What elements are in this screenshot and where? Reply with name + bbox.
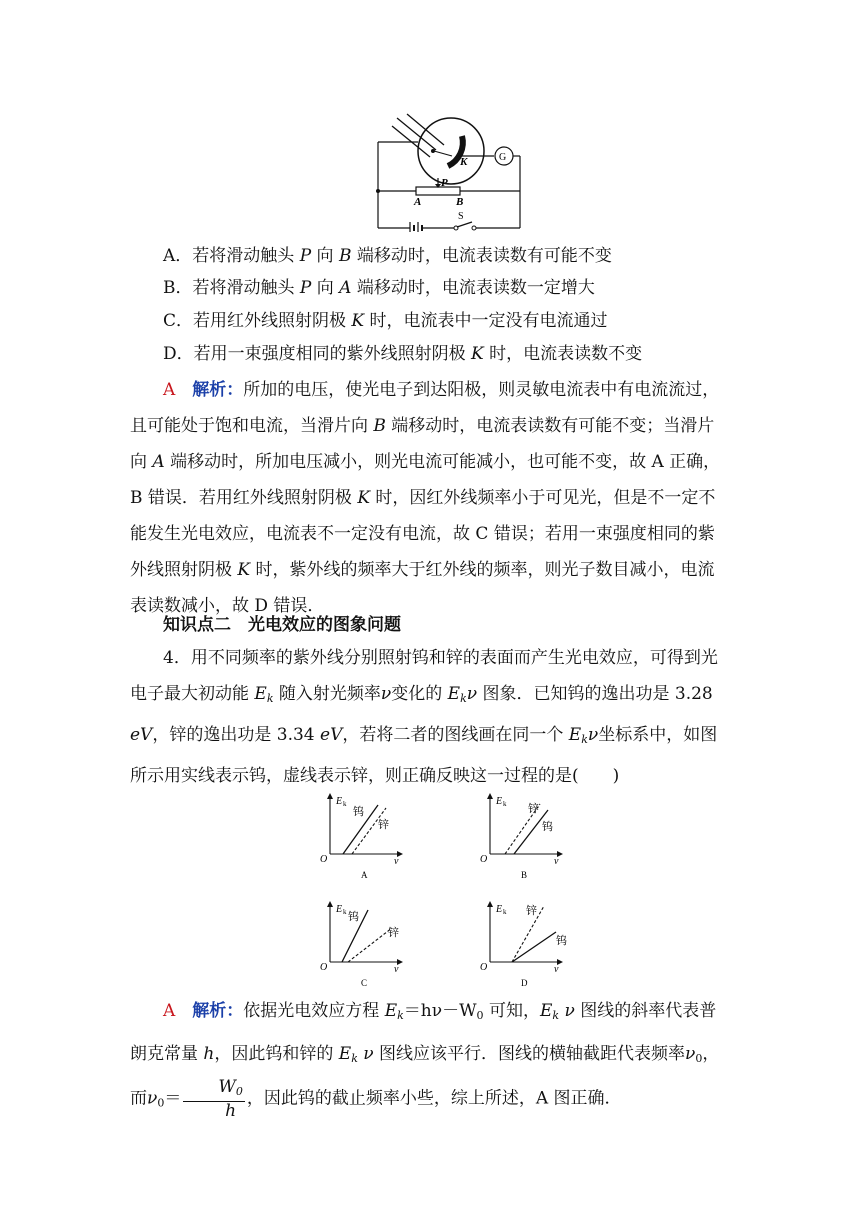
svg-text:O: O	[480, 962, 488, 973]
svg-text:E: E	[496, 796, 503, 807]
answer-badge: A	[163, 380, 176, 400]
circuit-diagram	[370, 112, 530, 232]
svg-text:B: B	[521, 870, 528, 880]
svg-text:锌: 锌	[528, 803, 539, 815]
end-a-label: A	[414, 196, 422, 208]
svg-text:O: O	[480, 854, 488, 865]
svg-text:钨: 钨	[348, 911, 359, 923]
svg-text:ν: ν	[394, 964, 399, 975]
option-a: A．若将滑动触头 P 向 B 端移动时，电流表读数有可能不变	[163, 246, 612, 266]
graph-a	[316, 790, 416, 880]
switch-label: S	[458, 211, 464, 222]
svg-text:E: E	[336, 796, 343, 807]
option-c: C．若用红外线照射阴极 K 时，电流表中一定没有电流通过	[163, 311, 608, 331]
svg-text:锌: 锌	[526, 905, 537, 917]
end-b-label: B	[456, 196, 464, 208]
svg-text:E: E	[496, 904, 503, 915]
svg-text:k: k	[503, 908, 507, 916]
svg-text:O: O	[320, 962, 328, 973]
analysis-label: 解析：	[192, 380, 244, 400]
svg-text:D: D	[521, 978, 528, 988]
svg-text:C: C	[361, 978, 368, 988]
galvanometer-label: G	[499, 152, 507, 163]
q3-analysis: A 解析：所加的电压，使光电子到达阳极，则灵敏电流表中有电流流过，且可能处于饱和电流，当滑片向 B 端移动时，电流表读数有可能不变；当滑片向 A 端移动时，所加电压减小，则光电流可能减小，也可能不变，故 A 正确，B 错误．若用红外线照射阴极 K 时，因红外线频率小于可见光，但是不一定不能发生光电效应，电流表不一定没有电流，故 C 错误；若用一束强度相同的紫外线照射阴极 K 时，紫外线的频率大于红外线的频率，则光子数目减小，电流表读数减小，故 D 错误．	[130, 380, 721, 616]
graph-c	[316, 898, 416, 988]
graph-d	[476, 898, 576, 988]
svg-text:ν: ν	[394, 856, 399, 867]
analysis-label: 解析：	[192, 1001, 244, 1021]
svg-text:ν: ν	[554, 964, 559, 975]
svg-text:ν: ν	[554, 856, 559, 867]
q4-stem: 4．用不同频率的紫外线分别照射钨和锌的表面而产生光电效应，可得到光电子最大初动能 $E_k$ 随入射光频率ν变化的 $E_k\nu$ 图象．已知钨的逸出功是 3.28 eV，锌的逸出功是 3.34 eV，若将二者的图线画在同一个 $E_k\nu$坐标系中，如图所示用实线表示钨，虚线表示锌，则正确反映这一过程的是( )	[130, 648, 718, 786]
slider-label: P	[441, 177, 448, 189]
svg-text:k: k	[503, 800, 507, 808]
svg-text:A: A	[361, 870, 368, 880]
svg-text:锌: 锌	[378, 819, 389, 831]
svg-text:O: O	[320, 854, 328, 865]
section-heading: 知识点二 光电效应的图象问题	[163, 615, 401, 635]
svg-text:钨: 钨	[353, 806, 364, 818]
svg-text:钨: 钨	[542, 821, 553, 833]
svg-text:锌: 锌	[388, 927, 399, 939]
svg-text:E: E	[336, 904, 343, 915]
graph-b	[476, 790, 576, 880]
svg-text:钨: 钨	[556, 935, 567, 947]
cathode-label: K	[460, 156, 468, 168]
option-d: D．若用一束强度相同的紫外线照射阴极 K 时，电流表读数不变	[163, 344, 643, 364]
svg-text:k: k	[343, 908, 347, 916]
q4-analysis: A 解析：依据光电效应方程 $E_k=h\nu-W_0$ 可知，$E_k$ ν 图线的斜率代表普朗克常量 h，因此钨和锌的 $E_k$ ν 图线应该平行．图线的横轴截距代表频率$\nu_0$，而$\nu_0=$ $\frac{W_0}{h}$ ，因此钨的截止频率小些，综上所述，A 图正确．	[130, 1001, 720, 1121]
option-b: B．若将滑动触头 P 向 A 端移动时，电流表读数一定增大	[163, 278, 595, 298]
answer-badge: A	[163, 1001, 176, 1021]
svg-text:k: k	[343, 800, 347, 808]
fraction: $\frac{W_0}{h}$	[183, 1078, 244, 1120]
